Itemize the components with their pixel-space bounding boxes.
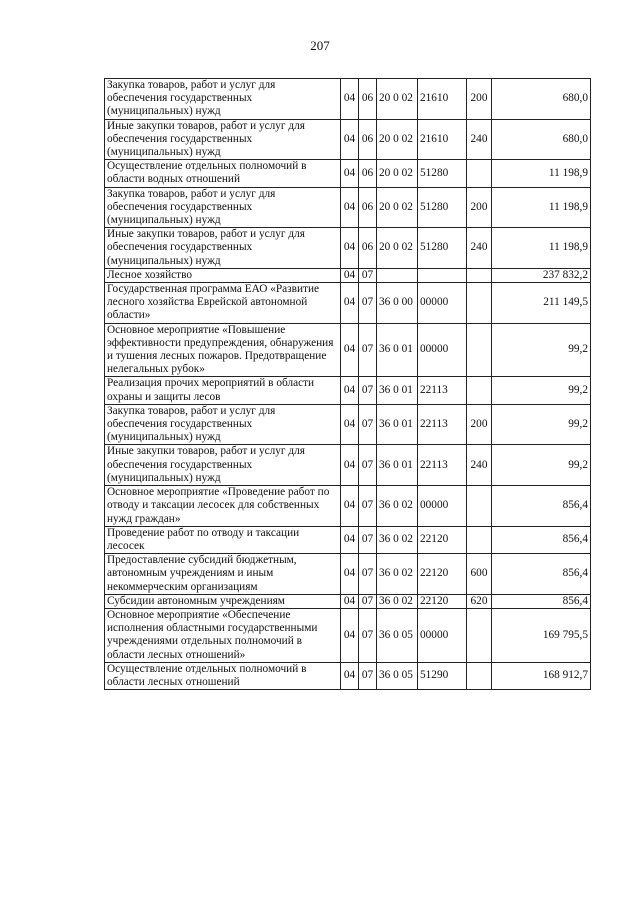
section-code-cell: 04 [341,594,359,608]
subsection-code-cell: 07 [359,283,377,324]
section-code-cell: 04 [341,160,359,187]
row-name-cell: Реализация прочих мероприятий в области охраны и защиты лесов [105,377,341,404]
program-code-cell: 36 0 02 [377,486,418,527]
row-name-cell: Иные закупки товаров, работ и услуг для обеспечения государственных (муниципальных) нужд [105,228,341,269]
subsection-code-cell: 07 [359,608,377,662]
table-row [105,486,591,527]
article-code-cell: 22120 [418,526,467,553]
amount-cell: 680,0 [492,119,591,160]
expense-type-cell [467,608,492,662]
amount-cell: 99,2 [492,323,591,377]
table-row [105,377,591,404]
amount-cell: 680,0 [492,79,591,120]
program-code-cell: 36 0 05 [377,608,418,662]
program-code-cell: 36 0 02 [377,594,418,608]
amount-cell: 99,2 [492,445,591,486]
article-code-cell: 22120 [418,554,467,595]
row-name-cell: Иные закупки товаров, работ и услуг для обеспечения государственных (муниципальных) нужд [105,445,341,486]
section-code-cell: 04 [341,323,359,377]
table-row [105,526,591,553]
row-name-cell: Субсидии автономным учреждениям [105,594,341,608]
row-name-cell: Осуществление отдельных полномочий в области лесных отношений [105,662,341,689]
expense-type-cell: 620 [467,594,492,608]
expense-type-cell: 200 [467,187,492,228]
article-code-cell: 00000 [418,323,467,377]
program-code-cell: 36 0 01 [377,323,418,377]
table-row [105,404,591,445]
expense-type-cell [467,377,492,404]
subsection-code-cell: 06 [359,79,377,120]
table-row [105,268,591,282]
row-name-cell: Предоставление субсидий бюджетным, автономным учреждениям и иным некоммерческим организациям [105,554,341,595]
table-row [105,608,591,662]
program-code-cell: 20 0 02 [377,79,418,120]
table-row [105,79,591,120]
program-code-cell: 36 0 02 [377,554,418,595]
expense-type-cell [467,486,492,527]
subsection-code-cell: 06 [359,160,377,187]
section-code-cell: 04 [341,228,359,269]
expense-type-cell: 240 [467,445,492,486]
subsection-code-cell: 06 [359,119,377,160]
section-code-cell: 04 [341,268,359,282]
section-code-cell: 04 [341,283,359,324]
amount-cell: 168 912,7 [492,662,591,689]
article-code-cell: 00000 [418,486,467,527]
section-code-cell: 04 [341,526,359,553]
article-code-cell: 22113 [418,377,467,404]
row-name-cell: Осуществление отдельных полномочий в области водных отношений [105,160,341,187]
expense-type-cell [467,662,492,689]
program-code-cell: 36 0 05 [377,662,418,689]
amount-cell: 99,2 [492,377,591,404]
amount-cell: 856,4 [492,486,591,527]
row-name-cell: Государственная программа ЕАО «Развитие лесного хозяйства Еврейской автономной области» [105,283,341,324]
section-code-cell: 04 [341,662,359,689]
row-name-cell: Лесное хозяйство [105,268,341,282]
section-code-cell: 04 [341,445,359,486]
expense-type-cell [467,160,492,187]
subsection-code-cell: 07 [359,377,377,404]
program-code-cell: 20 0 02 [377,228,418,269]
expense-type-cell: 240 [467,228,492,269]
subsection-code-cell: 06 [359,228,377,269]
row-name-cell: Основное мероприятие «Повышение эффективности предупреждения, обнаружения и тушения лесных пожаров. Предотвращение нелегальных рубок» [105,323,341,377]
amount-cell: 856,4 [492,526,591,553]
table-row [105,119,591,160]
amount-cell: 11 198,9 [492,160,591,187]
expense-type-cell: 600 [467,554,492,595]
subsection-code-cell: 07 [359,323,377,377]
expense-type-cell [467,268,492,282]
amount-cell: 11 198,9 [492,228,591,269]
section-code-cell: 04 [341,608,359,662]
page-number: 207 [310,38,330,53]
article-code-cell: 22120 [418,594,467,608]
article-code-cell: 51280 [418,228,467,269]
article-code-cell [418,268,467,282]
amount-cell: 856,4 [492,594,591,608]
amount-cell: 237 832,2 [492,268,591,282]
program-code-cell [377,268,418,282]
expense-type-cell: 200 [467,79,492,120]
article-code-cell: 51280 [418,187,467,228]
row-name-cell: Закупка товаров, работ и услуг для обеспечения государственных (муниципальных) нужд [105,79,341,120]
article-code-cell: 22113 [418,445,467,486]
section-code-cell: 04 [341,486,359,527]
program-code-cell: 36 0 01 [377,377,418,404]
article-code-cell: 21610 [418,79,467,120]
program-code-cell: 36 0 01 [377,445,418,486]
row-name-cell: Основное мероприятие «Проведение работ по отводу и таксации лесосек для собственных нужд граждан» [105,486,341,527]
article-code-cell: 51290 [418,662,467,689]
subsection-code-cell: 07 [359,404,377,445]
amount-cell: 211 149,5 [492,283,591,324]
row-name-cell: Основное мероприятие «Обеспечение исполнения областными государственными учреждениями отдельных полномочий в области лесных отношений» [105,608,341,662]
subsection-code-cell: 07 [359,594,377,608]
section-code-cell: 04 [341,119,359,160]
amount-cell: 169 795,5 [492,608,591,662]
table-row [105,160,591,187]
amount-cell: 11 198,9 [492,187,591,228]
expense-type-cell: 200 [467,404,492,445]
article-code-cell: 00000 [418,608,467,662]
program-code-cell: 20 0 02 [377,119,418,160]
program-code-cell: 36 0 00 [377,283,418,324]
row-name-cell: Иные закупки товаров, работ и услуг для обеспечения государственных (муниципальных) нужд [105,119,341,160]
section-code-cell: 04 [341,187,359,228]
amount-cell: 99,2 [492,404,591,445]
program-code-cell: 20 0 02 [377,160,418,187]
section-code-cell: 04 [341,79,359,120]
section-code-cell: 04 [341,377,359,404]
budget-table [104,78,591,690]
subsection-code-cell: 07 [359,268,377,282]
table-row [105,323,591,377]
subsection-code-cell: 07 [359,526,377,553]
subsection-code-cell: 07 [359,445,377,486]
amount-cell: 856,4 [492,554,591,595]
expense-type-cell [467,526,492,553]
table-row [105,554,591,595]
article-code-cell: 21610 [418,119,467,160]
table-row [105,662,591,689]
table-row [105,445,591,486]
subsection-code-cell: 07 [359,486,377,527]
section-code-cell: 04 [341,404,359,445]
subsection-code-cell: 07 [359,554,377,595]
row-name-cell: Закупка товаров, работ и услуг для обеспечения государственных (муниципальных) нужд [105,187,341,228]
table-row [105,594,591,608]
table-row [105,187,591,228]
row-name-cell: Закупка товаров, работ и услуг для обеспечения государственных (муниципальных) нужд [105,404,341,445]
expense-type-cell: 240 [467,119,492,160]
expense-type-cell [467,283,492,324]
program-code-cell: 36 0 02 [377,526,418,553]
program-code-cell: 20 0 02 [377,187,418,228]
article-code-cell: 51280 [418,160,467,187]
expense-type-cell [467,323,492,377]
table-row [105,283,591,324]
row-name-cell: Проведение работ по отводу и таксации лесосек [105,526,341,553]
article-code-cell: 22113 [418,404,467,445]
table-row [105,228,591,269]
budget-table-body [105,79,591,690]
subsection-code-cell: 07 [359,662,377,689]
program-code-cell: 36 0 01 [377,404,418,445]
subsection-code-cell: 06 [359,187,377,228]
section-code-cell: 04 [341,554,359,595]
article-code-cell: 00000 [418,283,467,324]
